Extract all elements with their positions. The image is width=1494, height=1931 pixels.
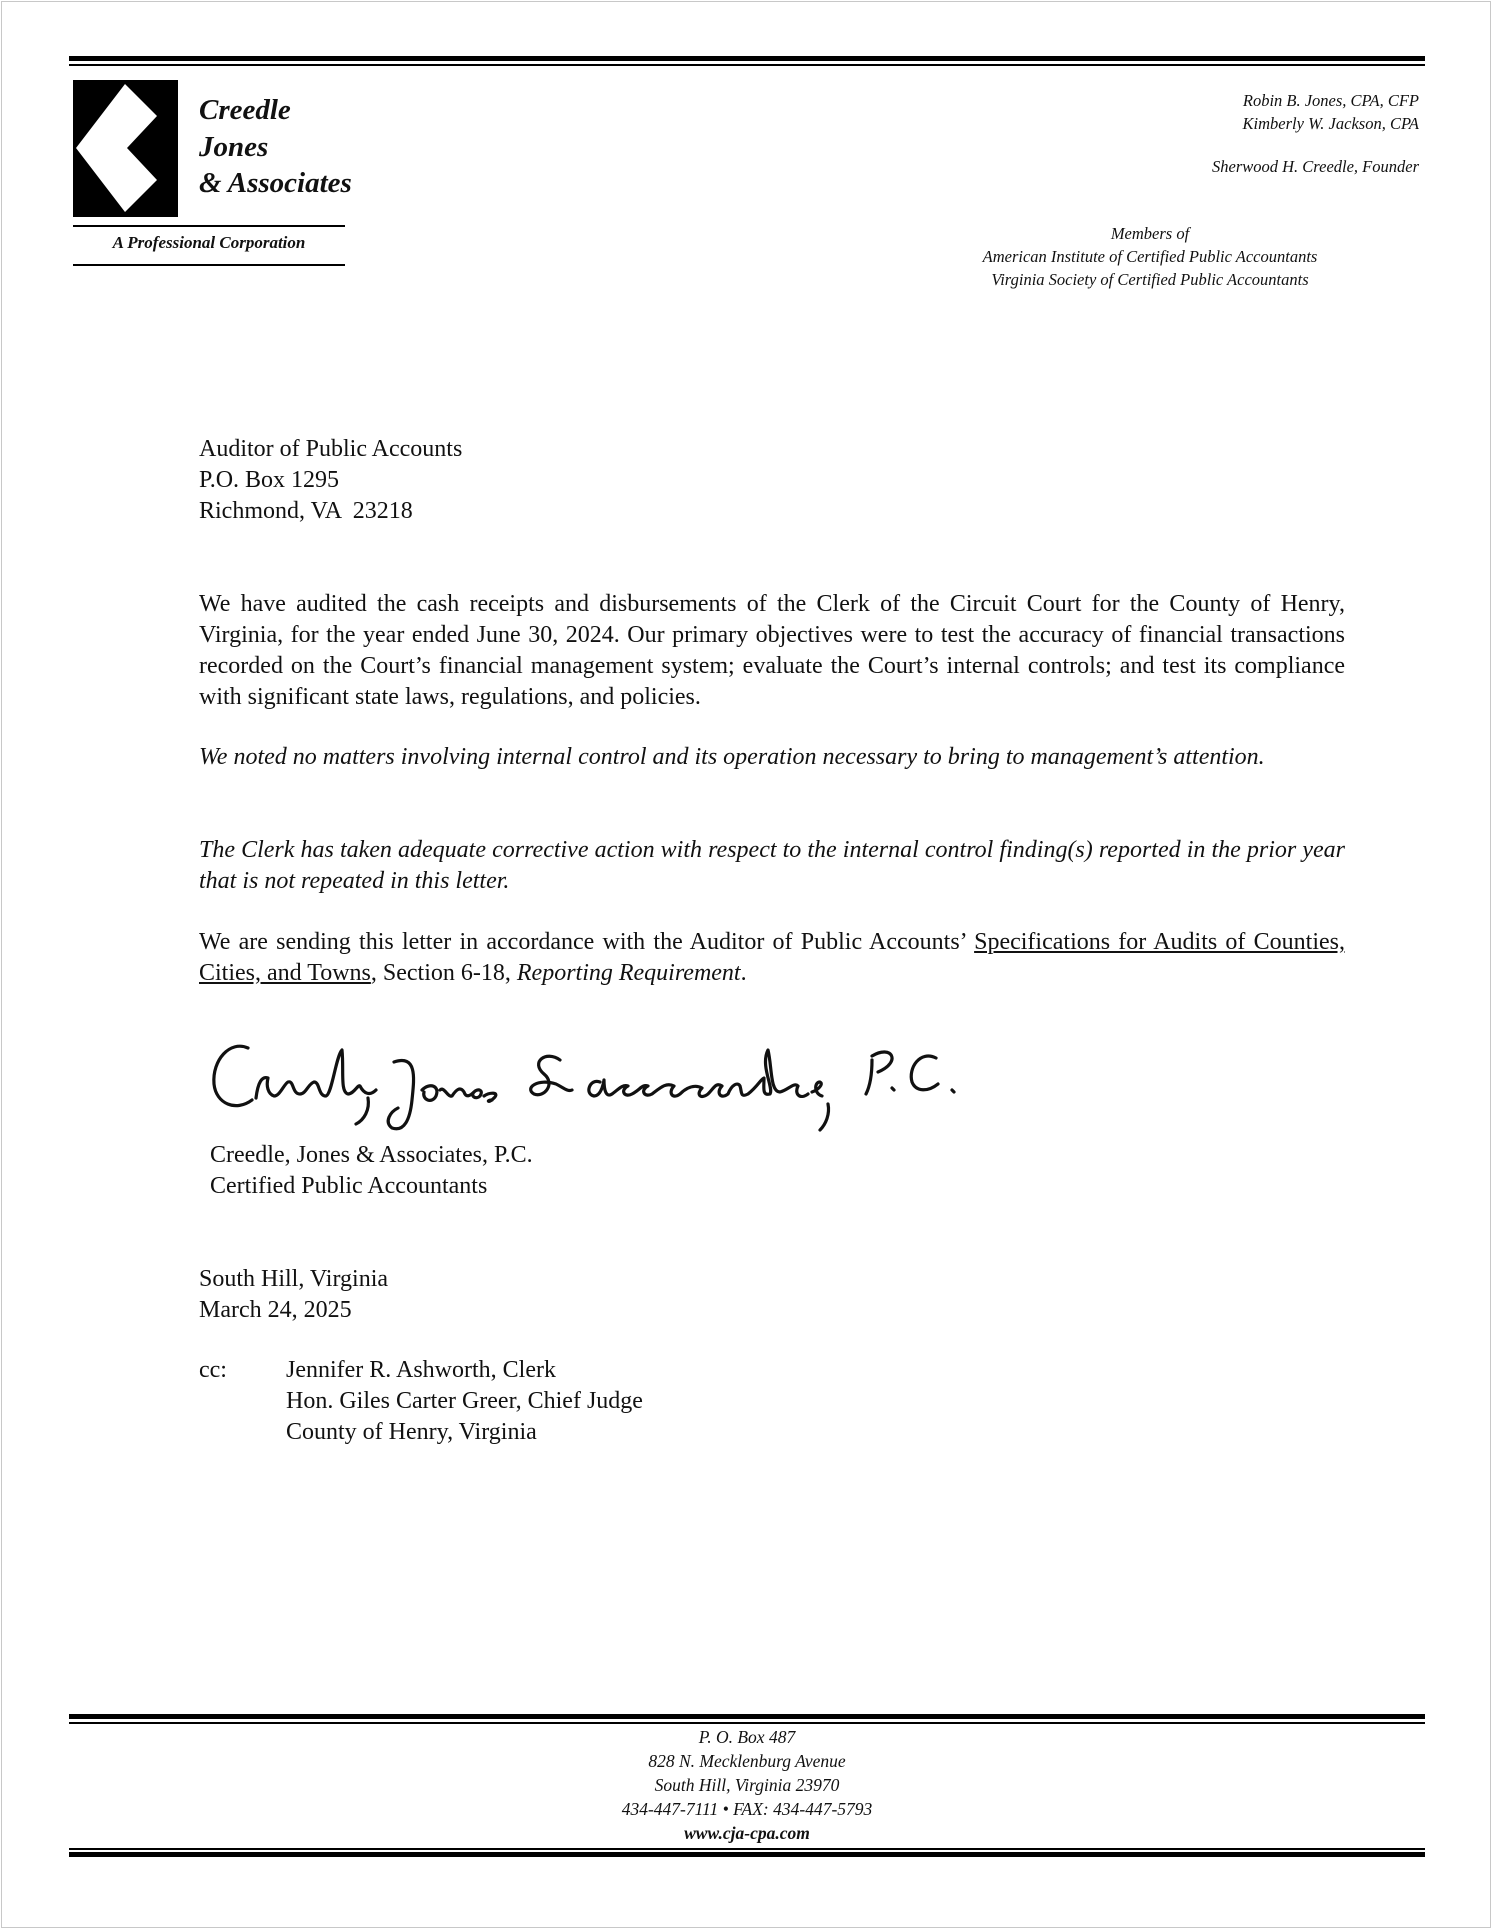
memberships xyxy=(900,222,1400,291)
cc-recipient: Hon. Giles Carter Greer, Chief Judge xyxy=(286,1388,643,1414)
membership-line: American Institute of Certified Public Accountants xyxy=(982,247,1318,266)
founder-name: Sherwood H. Creedle, Founder xyxy=(1212,157,1419,176)
handwritten-signature xyxy=(208,1020,978,1140)
footer-rule-bottom-thick xyxy=(69,1852,1425,1857)
cc-label: cc: xyxy=(199,1357,227,1383)
membership-line: Members of xyxy=(1110,224,1190,243)
recipient-po-box: P.O. Box 1295 xyxy=(199,467,340,493)
cc-recipient: County of Henry, Virginia xyxy=(286,1419,537,1445)
body-paragraph-4 xyxy=(199,927,1345,989)
paragraph4-middle: , Section 6-18, xyxy=(370,960,517,986)
recipient-address xyxy=(199,434,462,527)
footer-rule-top-thin xyxy=(69,1722,1425,1724)
body-paragraph-2: We noted no matters involving internal control and its operation necessary to bring to management’s attention. xyxy=(199,744,1265,770)
partner-name: Kimberly W. Jackson, CPA xyxy=(1242,114,1419,133)
footer-rule-top-thick xyxy=(69,1714,1425,1719)
paragraph4-suffix: . xyxy=(740,960,747,986)
reporting-requirement: Reporting Requirement xyxy=(516,960,741,986)
partner-name: Robin B. Jones, CPA, CFP xyxy=(1242,91,1419,110)
place-date xyxy=(199,1264,388,1326)
footer-po-box: P. O. Box 487 xyxy=(698,1727,796,1747)
footer-rule-bottom-thin xyxy=(69,1848,1425,1850)
signature-block xyxy=(210,1140,533,1202)
signature-firm: Creedle, Jones & Associates, P.C. xyxy=(210,1142,533,1168)
corporation-label: A Professional Corporation xyxy=(112,233,306,252)
footer-website: www.cja-cpa.com xyxy=(684,1823,810,1843)
body-paragraph-1: We have audited the cash receipts and disbursements of the Clerk of the Circuit Court for the County of Henry, Virginia, for the year ended June 30, 2024. Our primary objectives were to test the accuracy of financial transactions recorded on the Court’s financial management system; evaluate the Court’s internal controls; and test its compliance with significant state laws, regulations, and policies. xyxy=(199,591,1345,710)
firm-name-line: Jones xyxy=(199,130,269,163)
signature-title: Certified Public Accountants xyxy=(210,1173,488,1199)
body-paragraph-3: The Clerk has taken adequate corrective action with respect to the internal control finding(s) reported in the prior year that is not repeated in this letter. xyxy=(199,837,1345,894)
corp-rule-top xyxy=(73,225,345,227)
recipient-city: Richmond, VA 23218 xyxy=(199,498,413,524)
cc-list xyxy=(286,1355,643,1448)
firm-name-line: & Associates xyxy=(199,167,352,199)
paragraph4-prefix: We are sending this letter in accordance with the Auditor of Public Accounts’ xyxy=(199,929,975,955)
specifications-reference: Specifications for Audits of Counties, Cities, and Towns xyxy=(199,929,1345,986)
footer-phone-fax: 434-447-7111 • FAX: 434-447-5793 xyxy=(621,1799,873,1819)
firm-logo-icon xyxy=(73,80,178,217)
place: South Hill, Virginia xyxy=(199,1266,389,1292)
header-rule-thin xyxy=(69,64,1425,66)
partners-list xyxy=(1212,89,1419,178)
membership-line: Virginia Society of Certified Public Accountants xyxy=(991,270,1309,289)
footer-street: 828 N. Mecklenburg Avenue xyxy=(648,1751,846,1771)
corp-rule-bottom xyxy=(73,264,345,266)
recipient-name: Auditor of Public Accounts xyxy=(199,436,463,462)
firm-name xyxy=(199,92,352,202)
footer-city: South Hill, Virginia 23970 xyxy=(654,1775,840,1795)
cc-recipient: Jennifer R. Ashworth, Clerk xyxy=(286,1357,556,1383)
footer-address xyxy=(69,1725,1425,1845)
header-rule-thick xyxy=(69,56,1425,61)
firm-name-line: Creedle xyxy=(199,94,291,126)
date: March 24, 2025 xyxy=(199,1297,352,1323)
